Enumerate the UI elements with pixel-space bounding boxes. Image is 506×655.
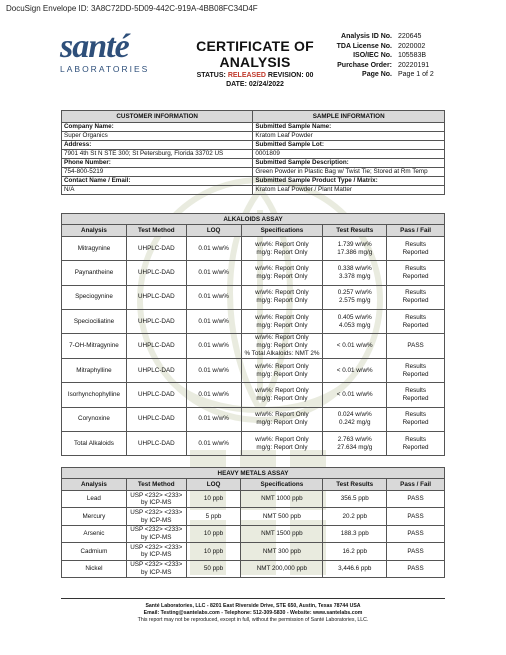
loq-cell: 0.01 w/w% — [186, 237, 241, 261]
cell-line: Results — [405, 362, 427, 370]
column-header: Pass / Fail — [387, 479, 445, 491]
table-row — [62, 407, 445, 431]
column-header: Specifications — [241, 479, 323, 491]
method-cell: UHPLC-DAD — [126, 334, 186, 359]
spec-cell: NMT 300 ppb — [241, 543, 323, 560]
cell-line: Results — [405, 411, 427, 419]
sample-cell: Kratom Leaf Powder / Plant Matter — [253, 186, 445, 195]
cell-line: < 0.01 w/w% — [336, 391, 373, 399]
column-header: Test Method — [126, 225, 186, 237]
logo-subtitle: LABORATORIES — [60, 64, 150, 74]
cell-line: w/w%: Report Only — [255, 387, 309, 395]
footer — [0, 603, 506, 625]
table-row — [62, 334, 445, 359]
id-label: Page No. — [362, 71, 392, 78]
cell-line: Results — [405, 313, 427, 321]
cell-line: USP <232> <233> — [130, 509, 183, 517]
info-row — [62, 168, 445, 177]
id-value: 20220191 — [398, 61, 430, 69]
id-label: ISO/IEC No. — [353, 52, 392, 59]
result-cell — [323, 334, 387, 359]
cell-line: Reported — [402, 248, 429, 256]
alkaloids-caption: ALKALOIDS ASSAY — [62, 214, 445, 225]
status-label: STATUS: — [196, 72, 226, 79]
table-row — [62, 491, 445, 508]
cell-line: by ICP-MS — [141, 516, 172, 524]
sample-cell: Submitted Sample Lot: — [253, 141, 445, 150]
method-cell — [126, 560, 186, 577]
table-row — [62, 309, 445, 333]
date-value: 02/24/2022 — [248, 81, 284, 88]
customer-sample-info-table — [61, 110, 445, 195]
id-row — [326, 42, 478, 52]
customer-cell: 7901 4th St N STE 300; St Petersburg, Florida 33702 US — [62, 150, 253, 159]
analysis-cell: Nickel — [62, 560, 127, 577]
pass-fail-cell: PASS — [387, 560, 445, 577]
cell-line: mg/g: Report Only — [256, 419, 308, 427]
analysis-cell: Speciogynine — [62, 285, 127, 309]
result-cell — [323, 432, 387, 456]
pass-fail-cell — [387, 383, 445, 407]
method-cell: UHPLC-DAD — [126, 261, 186, 285]
pass-fail-cell: PASS — [387, 525, 445, 542]
analysis-cell: Paynantheine — [62, 261, 127, 285]
logo-wordmark: santé — [60, 28, 129, 65]
table-row — [62, 543, 445, 560]
cell-line: USP <232> <233> — [130, 491, 183, 499]
analysis-cell: Speciociliatine — [62, 309, 127, 333]
cell-line: Reported — [402, 443, 429, 451]
cell-line: mg/g: Report Only — [256, 297, 308, 305]
cell-line: 0.242 mg/g — [338, 419, 371, 427]
method-cell: UHPLC-DAD — [126, 285, 186, 309]
column-header: Pass / Fail — [387, 225, 445, 237]
id-label: Purchase Order: — [337, 61, 392, 69]
method-cell: UHPLC-DAD — [126, 237, 186, 261]
customer-cell: Phone Number: — [62, 159, 253, 168]
cell-line: Reported — [402, 272, 429, 280]
analysis-cell: Lead — [62, 491, 127, 508]
cell-line: 0.024 w/w% — [337, 411, 372, 419]
id-label: TDA License No. — [336, 42, 392, 50]
date-label: DATE: — [226, 81, 247, 88]
analysis-cell: Total Alkaloids — [62, 432, 127, 456]
cell-line: Results — [405, 387, 427, 395]
cell-line: w/w%: Report Only — [255, 411, 309, 419]
result-cell — [323, 383, 387, 407]
spec-cell: NMT 200,000 ppb — [241, 560, 323, 577]
method-cell — [126, 508, 186, 525]
column-header: LOQ — [186, 479, 241, 491]
cell-line: w/w%: Report Only — [255, 313, 309, 321]
column-header: Analysis — [62, 479, 127, 491]
id-value: Page 1 of 2 — [398, 71, 434, 78]
cell-line: Reported — [402, 321, 429, 329]
id-value: 105583B — [398, 52, 427, 59]
method-cell — [126, 543, 186, 560]
spec-cell — [241, 237, 323, 261]
table-row — [62, 525, 445, 542]
cell-line: 2.575 mg/g — [338, 297, 371, 305]
pass-fail-cell — [387, 237, 445, 261]
analysis-cell: Mitragynine — [62, 237, 127, 261]
cell-line: Reported — [402, 419, 429, 427]
id-value: 2020002 — [398, 42, 426, 50]
info-row — [62, 186, 445, 195]
loq-cell: 0.01 w/w% — [186, 383, 241, 407]
loq-cell: 0.01 w/w% — [186, 309, 241, 333]
cell-line: 17.386 mg/g — [337, 248, 373, 256]
cell-line: 1.739 w/w% — [337, 240, 372, 248]
info-row — [62, 159, 445, 168]
cell-line: Reported — [402, 395, 429, 403]
spec-cell — [241, 285, 323, 309]
footer-disclaimer: This report may not be reproduced, except in full, without the permission of Santé Laboratories, LLC. — [137, 617, 369, 624]
footer-address: Santé Laboratories, LLC - 8201 East Riverside Drive, STE 650, Austin, Texas 78744 USA — [145, 603, 361, 609]
cell-line: Results — [405, 240, 427, 248]
table-row — [62, 237, 445, 261]
info-row — [62, 141, 445, 150]
cell-line: mg/g: Report Only — [256, 321, 308, 329]
loq-cell: 0.01 w/w% — [186, 261, 241, 285]
spec-cell — [241, 432, 323, 456]
spec-cell — [241, 407, 323, 431]
sample-cell: 0001809 — [253, 150, 445, 159]
spec-cell: NMT 1000 ppb — [241, 491, 323, 508]
info-row — [62, 150, 445, 159]
loq-cell: 10 ppb — [186, 543, 241, 560]
cell-line: % Total Alkaloids: NMT 2% — [244, 350, 320, 358]
cell-line: w/w%: Report Only — [255, 264, 309, 272]
cell-line: mg/g: Report Only — [256, 370, 308, 378]
loq-cell: 0.01 w/w% — [186, 285, 241, 309]
cell-line: < 0.01 w/w% — [336, 366, 373, 374]
cell-line: USP <232> <233> — [130, 543, 183, 551]
cell-line: Results — [405, 264, 427, 272]
cell-line: w/w%: Report Only — [255, 240, 309, 248]
table-row — [62, 285, 445, 309]
id-row — [326, 70, 478, 80]
pass-fail-cell — [387, 359, 445, 383]
spec-cell: NMT 500 ppb — [241, 508, 323, 525]
column-header: Test Method — [126, 479, 186, 491]
info-row — [62, 132, 445, 141]
table-row — [62, 261, 445, 285]
pass-fail-cell — [387, 309, 445, 333]
heavy-metals-assay-table — [61, 467, 445, 578]
method-cell: UHPLC-DAD — [126, 432, 186, 456]
loq-cell: 10 ppb — [186, 491, 241, 508]
loq-cell: 0.01 w/w% — [186, 334, 241, 359]
sample-cell: Submitted Sample Name: — [253, 123, 445, 132]
spec-cell — [241, 261, 323, 285]
spec-cell — [241, 334, 323, 359]
cell-line: mg/g: Report Only — [256, 342, 308, 350]
cell-line: 4.053 mg/g — [338, 321, 371, 329]
cell-line: PASS — [407, 342, 424, 350]
cell-line: < 0.01 w/w% — [336, 342, 373, 350]
info-row — [62, 123, 445, 132]
cell-line: 27.634 mg/g — [337, 443, 373, 451]
heavy-metals-caption: HEAVY METALS ASSAY — [62, 468, 445, 479]
method-cell: UHPLC-DAD — [126, 359, 186, 383]
table-row — [62, 383, 445, 407]
revision-label: REVISION: — [267, 72, 304, 79]
result-cell: 188.3 ppb — [323, 525, 387, 542]
column-header: LOQ — [186, 225, 241, 237]
loq-cell: 5 ppb — [186, 508, 241, 525]
id-row — [326, 51, 478, 61]
cell-line: Reported — [402, 370, 429, 378]
spec-cell — [241, 383, 323, 407]
loq-cell: 0.01 w/w% — [186, 407, 241, 431]
cell-line: w/w%: Report Only — [255, 435, 309, 443]
cell-line: USP <232> <233> — [130, 561, 183, 569]
cell-line: USP <232> <233> — [130, 526, 183, 534]
sante-logo — [60, 28, 160, 74]
cell-line: by ICP-MS — [141, 551, 172, 559]
cell-line: by ICP-MS — [141, 568, 172, 576]
title-block — [160, 38, 350, 88]
cell-line: by ICP-MS — [141, 533, 172, 541]
pass-fail-cell — [387, 432, 445, 456]
method-cell: UHPLC-DAD — [126, 407, 186, 431]
result-cell: 20.2 ppb — [323, 508, 387, 525]
result-cell — [323, 261, 387, 285]
loq-cell: 0.01 w/w% — [186, 359, 241, 383]
analysis-cell: Corynoxine — [62, 407, 127, 431]
sample-cell: Green Powder in Plastic Bag w/ Twist Tie; Stored at Rm Temp — [253, 168, 445, 177]
loq-cell: 0.01 w/w% — [186, 432, 241, 456]
sample-cell: Submitted Sample Description: — [253, 159, 445, 168]
sample-info-header: SAMPLE INFORMATION — [253, 111, 445, 123]
result-cell — [323, 285, 387, 309]
pass-fail-cell: PASS — [387, 491, 445, 508]
column-header: Test Results — [323, 479, 387, 491]
analysis-cell: Cadmium — [62, 543, 127, 560]
cell-line: w/w%: Report Only — [255, 289, 309, 297]
date-line — [160, 81, 350, 88]
analysis-cell: Mitraphylline — [62, 359, 127, 383]
method-cell: UHPLC-DAD — [126, 383, 186, 407]
table-row — [62, 508, 445, 525]
result-cell: 16.2 ppb — [323, 543, 387, 560]
analysis-cell: 7-OH-Mitragynine — [62, 334, 127, 359]
spec-cell — [241, 309, 323, 333]
table-row — [62, 432, 445, 456]
revision-value: 00 — [305, 72, 314, 79]
result-cell — [323, 359, 387, 383]
id-row — [326, 32, 478, 42]
page-title: CERTIFICATE OF ANALYSIS — [196, 38, 314, 70]
cell-line: by ICP-MS — [141, 499, 172, 507]
method-cell — [126, 525, 186, 542]
cell-line: Results — [405, 435, 427, 443]
pass-fail-cell: PASS — [387, 508, 445, 525]
footer-divider — [61, 598, 445, 599]
column-header: Specifications — [241, 225, 323, 237]
sample-cell: Kratom Leaf Powder — [253, 132, 445, 141]
cell-line: 3.378 mg/g — [338, 272, 371, 280]
customer-cell: 754-800-5219 — [62, 168, 253, 177]
footer-contact: Email: Testing@santelabs.com - Telephone: 512-309-5830 - Website: www.santelabs.com — [143, 610, 363, 617]
cell-line: 0.338 w/w% — [337, 264, 372, 272]
result-cell: 356.5 ppb — [323, 491, 387, 508]
cell-line: Results — [405, 289, 427, 297]
table-row — [62, 560, 445, 577]
status-value: RELEASED — [227, 72, 266, 79]
pass-fail-cell: PASS — [387, 543, 445, 560]
pass-fail-cell — [387, 334, 445, 359]
analysis-cell: Isorhynchophylline — [62, 383, 127, 407]
loq-cell: 50 ppb — [186, 560, 241, 577]
customer-cell: Contact Name / Email: — [62, 177, 253, 186]
result-cell — [323, 237, 387, 261]
column-header: Analysis — [62, 225, 127, 237]
cell-line: mg/g: Report Only — [256, 248, 308, 256]
info-row — [62, 177, 445, 186]
id-row — [326, 61, 478, 71]
column-header: Test Results — [323, 225, 387, 237]
method-cell — [126, 491, 186, 508]
alkaloids-assay-table — [61, 213, 445, 456]
result-cell — [323, 407, 387, 431]
method-cell: UHPLC-DAD — [126, 309, 186, 333]
spec-cell — [241, 359, 323, 383]
sample-cell: Submitted Sample Product Type / Matrix: — [253, 177, 445, 186]
id-label: Analysis ID No. — [341, 33, 392, 40]
result-cell: 3,446.6 ppb — [323, 560, 387, 577]
customer-cell: Company Name: — [62, 123, 253, 132]
cell-line: mg/g: Report Only — [256, 443, 308, 451]
status-line — [160, 72, 350, 79]
cell-line: 0.405 w/w% — [337, 313, 372, 321]
cell-line: Reported — [402, 297, 429, 305]
pass-fail-cell — [387, 285, 445, 309]
cell-line: mg/g: Report Only — [256, 272, 308, 280]
spec-cell: NMT 1500 ppb — [241, 525, 323, 542]
cell-line: 2.763 w/w% — [337, 435, 372, 443]
loq-cell: 10 ppb — [186, 525, 241, 542]
cell-line: w/w%: Report Only — [255, 362, 309, 370]
analysis-identifiers — [326, 32, 478, 80]
table-row — [62, 359, 445, 383]
id-value: 220645 — [398, 33, 422, 40]
customer-cell: N/A — [62, 186, 253, 195]
customer-cell: Address: — [62, 141, 253, 150]
pass-fail-cell — [387, 261, 445, 285]
customer-info-header: CUSTOMER INFORMATION — [62, 111, 253, 123]
customer-cell: Super Organics — [62, 132, 253, 141]
cell-line: mg/g: Report Only — [256, 395, 308, 403]
cell-line: 0.257 w/w% — [337, 289, 372, 297]
docusign-envelope-id: DocuSign Envelope ID: 3A8C72DD-5D09-442C-919A-4BB08FC34D4F — [6, 4, 258, 13]
pass-fail-cell — [387, 407, 445, 431]
cell-line: w/w%: Report Only — [255, 334, 309, 342]
result-cell — [323, 309, 387, 333]
analysis-cell: Arsenic — [62, 525, 127, 542]
analysis-cell: Mercury — [62, 508, 127, 525]
